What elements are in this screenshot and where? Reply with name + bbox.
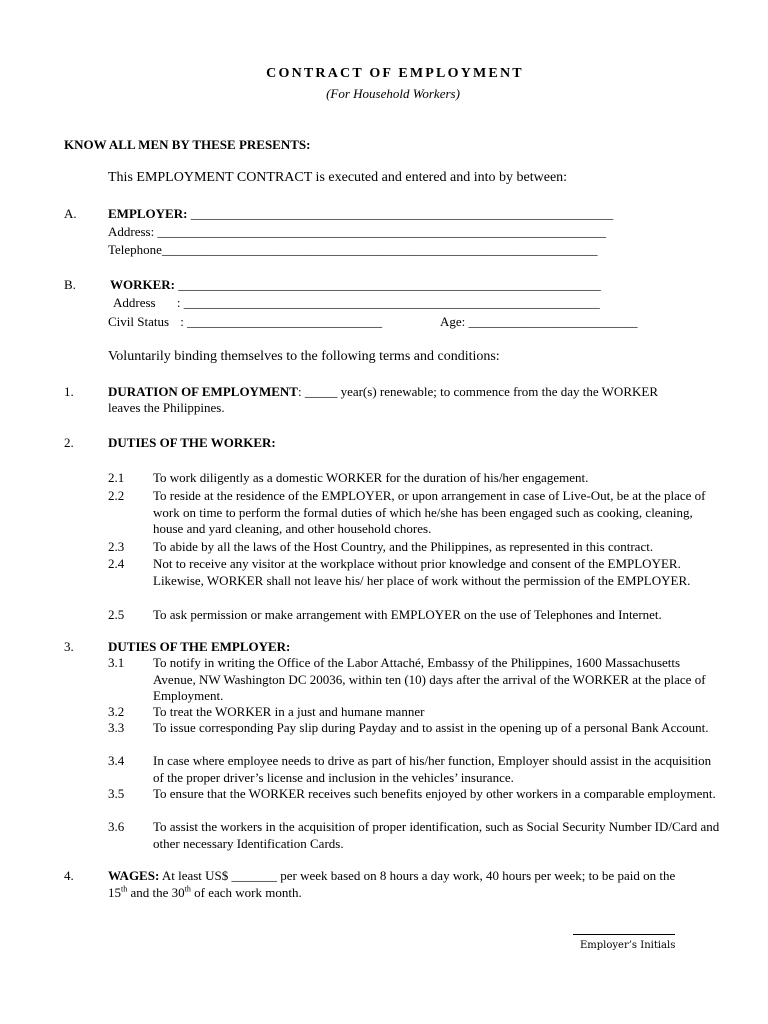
initials-signature-line[interactable] (573, 934, 675, 935)
employer-telephone-line (108, 242, 597, 258)
item-number: 3.6 (108, 819, 125, 834)
pay-day-1-suffix: th (121, 884, 128, 894)
item-text: To ask permission or make arrangement with EMPLOYER on the use of Telephones and Internet. (153, 607, 662, 622)
age-label: Age: (440, 314, 466, 329)
item-number: 2.1 (108, 470, 125, 485)
item-number: 3.1 (108, 655, 125, 670)
section-2-number: 2. (64, 435, 74, 450)
preamble-heading: KNOW ALL MEN BY THESE PRESENTS: (64, 137, 311, 152)
employer-address-blank[interactable]: _____________________________________________________________________ (157, 224, 606, 239)
pay-day-2-text: and the 30 (127, 885, 185, 900)
item-number: 2.2 (108, 488, 125, 503)
worker-civil-status-line (108, 314, 382, 330)
civil-status-blank[interactable]: ______________________________ (187, 314, 383, 329)
party-b-letter: B. (64, 277, 76, 292)
employer-address-line (108, 224, 606, 240)
section-1-label: DURATION OF EMPLOYMENT (108, 384, 298, 399)
civil-status-colon: : (180, 314, 184, 329)
worker-line (110, 277, 601, 293)
section-3-label: DUTIES OF THE EMPLOYER: (108, 639, 291, 654)
item-number: 3.2 (108, 704, 125, 719)
employer-blank[interactable]: _________________________________________________________________ (190, 206, 614, 221)
employer-telephone-blank[interactable]: ___________________________________________________________________ (161, 242, 598, 257)
worker-address-label: Address (113, 295, 156, 310)
worker-address-blank[interactable]: ________________________________________________________________ (183, 295, 600, 310)
section-1-line1 (108, 384, 658, 400)
pay-days-end: of each work month. (190, 885, 302, 900)
section-4-line1 (108, 868, 675, 884)
item-text: To abide by all the laws of the Host Country, and the Philippines, as represented in this contract. (153, 539, 654, 554)
pay-day-1: 15 (108, 885, 121, 900)
section-4-text: At least US$ _______ per week based on 8 hours a day work, 40 hours per week; to be paid on the (159, 868, 676, 883)
item-number: 3.4 (108, 753, 125, 768)
worker-address-line (113, 295, 600, 311)
item-number: 3.3 (108, 720, 125, 735)
document-subtitle: (For Household Workers) (326, 86, 460, 101)
item-number: 2.5 (108, 607, 125, 622)
item-text: To ensure that the WORKER receives such benefits enjoyed by other workers in a comparable employment. (153, 786, 716, 801)
civil-status-label: Civil Status (108, 314, 170, 329)
party-a-letter: A. (64, 206, 77, 221)
item-text: To assist the workers in the acquisition of proper identification, such as Social Security Number ID/Card and other necessary Identification Cards. (153, 819, 720, 851)
item-text: To work diligently as a domestic WORKER for the duration of his/her engagement. (153, 470, 589, 485)
document-title: CONTRACT OF EMPLOYMENT (266, 66, 524, 81)
section-4-label: WAGES: (108, 868, 160, 883)
worker-age-line (440, 314, 638, 330)
item-text: To issue corresponding Pay slip during Payday and to assist in the opening up of a personal Bank Account. (153, 720, 709, 735)
section-2-label: DUTIES OF THE WORKER: (108, 435, 276, 450)
employer-telephone-label: Telephone (108, 242, 162, 257)
section-3-number: 3. (64, 639, 74, 654)
employer-line (108, 206, 613, 222)
worker-label: WORKER: (110, 277, 175, 292)
pay-day-2-suffix: th (184, 884, 191, 894)
section-4-line2 (108, 885, 302, 901)
employer-initials-label: Employer’s Initials (580, 940, 676, 951)
section-1-text: : _____ year(s) renewable; to commence from the day the WORKER (297, 384, 658, 399)
item-number: 2.3 (108, 539, 125, 554)
item-number: 2.4 (108, 556, 125, 571)
age-blank[interactable]: __________________________ (468, 314, 638, 329)
section-1-line2: leaves the Philippines. (108, 400, 225, 415)
section-4-number: 4. (64, 868, 74, 883)
item-number: 3.5 (108, 786, 125, 801)
employer-address-label: Address: (108, 224, 155, 239)
preamble-intro: This EMPLOYMENT CONTRACT is executed and entered and into by between: (108, 170, 568, 185)
employer-label: EMPLOYER: (108, 206, 188, 221)
item-text: Not to receive any visitor at the workplace without prior knowledge and consent of the EMPLOYER. Likewise, WORKER shall not leave his/ her place of work without the permission of the EMPLOYER. (153, 556, 691, 588)
item-text: To treat the WORKER in a just and humane manner (153, 704, 425, 719)
item-text: In case where employee needs to drive as part of his/her function, Employer should assist in the acquisition of the proper driver’s license and inclusion in the vehicles’ insurance. (153, 753, 712, 785)
item-text: To notify in writing the Office of the Labor Attaché, Embassy of the Philippines, 1600 Massachusetts Avenue, NW Washington DC 20036, within ten (10) days after the arrival of the WORKER at the place of Employment. (153, 655, 706, 703)
binding-statement: Voluntarily binding themselves to the following terms and conditions: (108, 349, 500, 364)
worker-blank[interactable]: _________________________________________________________________ (178, 277, 601, 292)
section-1-number: 1. (64, 384, 74, 399)
item-text: To reside at the residence of the EMPLOYER, or upon arrangement in case of Live-Out, be at the place of work on time to perform the formal duties of which he/she has been engaged such as cooking, cleaning, house and yard cleaning, and other household chores. (153, 488, 706, 536)
worker-address-colon: : (176, 295, 181, 310)
